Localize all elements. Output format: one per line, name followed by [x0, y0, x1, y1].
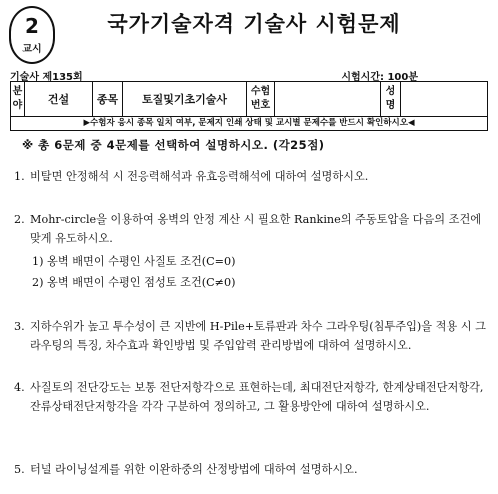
question-number: 4.: [14, 381, 25, 394]
exam-duration: 시험시간: 100분: [341, 72, 418, 83]
question-text: Mohr-circle을 이용하여 옹벽의 안정 계산 시 필요한 Rankine의 주동토압을 다음의 조건에 맞게 유도하시오.: [30, 213, 482, 245]
question-2-sub-1: 1) 옹벽 배면이 수평인 사질토 조건(C=0): [32, 255, 236, 268]
question-5: [14, 460, 486, 479]
question-number: 3.: [14, 320, 25, 333]
question-2-sub-2: 2) 옹벽 배면이 수평인 점성토 조건(C≠0): [32, 276, 236, 289]
question-3: [14, 317, 486, 355]
question-number: 2.: [14, 213, 25, 226]
field-label: 분야: [11, 82, 25, 117]
page-title: 국가기술자격 기술사 시험문제: [107, 12, 401, 36]
category-value: 토질및기초기술사: [123, 82, 247, 117]
question-4: [14, 378, 486, 416]
exam-round: 기술사 제135회: [10, 72, 83, 83]
question-text: 터널 라이닝설계를 위한 이완하중의 산정방법에 대하여 설명하시오.: [30, 463, 358, 476]
question-2: [14, 210, 486, 248]
meta-row: [10, 68, 488, 82]
instruction: ※ 총 6문제 중 4문제를 선택하여 설명하시오. (각25점): [22, 138, 325, 152]
question-number: 5.: [14, 463, 25, 476]
question-text: 비탈면 안정해석 시 전응력해석과 유효응력해석에 대하여 설명하시오.: [30, 170, 369, 183]
question-text: 사질토의 전단강도는 보통 전단저항각으로 표현하는데, 최대전단저항각, 한계상태전단저항각, 잔류상태전단저항각을 각각 구분하여 정의하고, 그 활용방안에 대하여 설명하시오.: [30, 381, 484, 413]
session-number: 2: [25, 14, 39, 38]
field-value: 건설: [25, 82, 93, 117]
exam-number-label: 수험번호: [247, 82, 275, 117]
exam-info-table: [10, 81, 488, 117]
question-text: 지하수위가 높고 투수성이 큰 지반에 H-Pile+토류판과 차수 그라우팅(침투주입)을 적용 시 그라우팅의 특징, 차수효과 확인방법 및 주입압력 관리방법에 대하여 설명하시오.: [30, 320, 486, 352]
question-1: [14, 167, 486, 186]
question-number: 1.: [14, 170, 25, 183]
category-label: 종목: [93, 82, 123, 117]
exam-number-field[interactable]: [275, 82, 381, 117]
session-label: 교시: [22, 44, 42, 55]
name-label: 성명: [381, 82, 401, 117]
name-field[interactable]: [401, 82, 488, 117]
notice-banner: ▶수험자 응시 종목 일치 여부, 문제지 인쇄 상태 및 교시별 문제수를 반드시 확인하시오◀: [10, 117, 488, 131]
